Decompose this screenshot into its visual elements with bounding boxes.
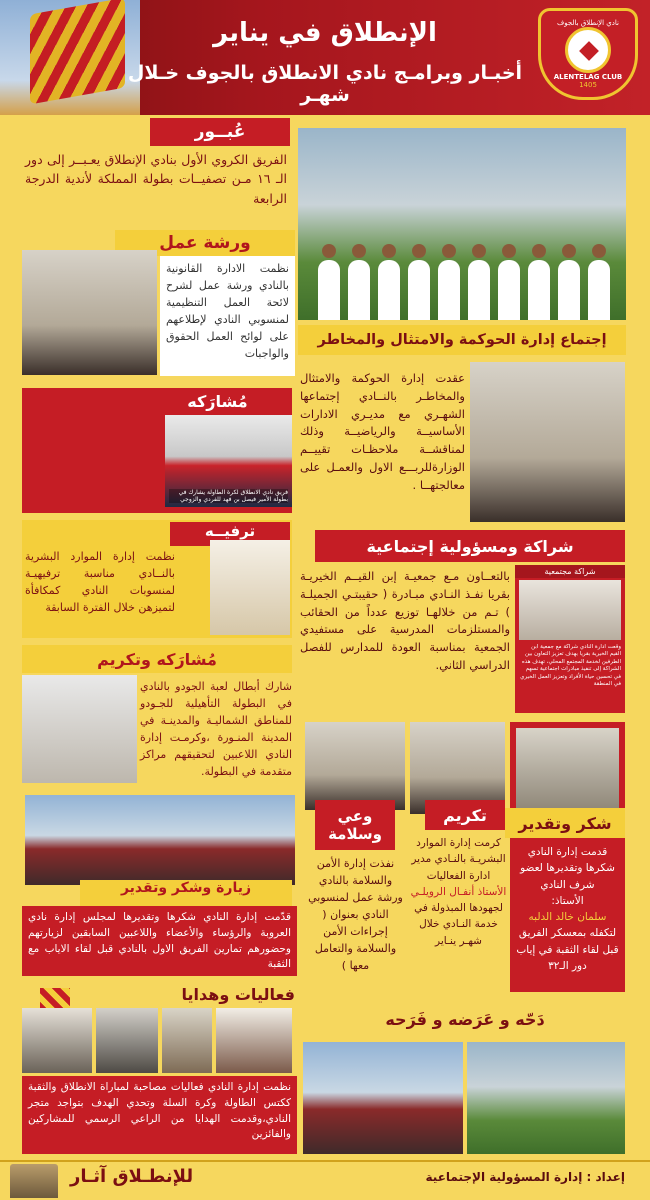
events-text: نظمت إدارة النادي فعاليات مصاحبة لمباراة الانطلاق والثقبة ككتس الطاولة وكرة السلة وتحدي الهدف بتواجد متجر النادي،وقدمت الهدايا من الراعي الرسمي للمشاركين والفائزين <box>28 1081 291 1141</box>
thanks-panel <box>510 722 625 992</box>
partnership-card-header: شراكة مجتمعية <box>515 565 625 578</box>
events-title: فعاليات وهدايا <box>181 985 295 1004</box>
thanks-person-name: سلمان خالد الدلبه <box>528 911 607 924</box>
judo-text: شارك أبطال لعبة الجودو بالنادي في البطولة التأهيلية للجـودو للمناطق الشماليـة والمدينـة في المدينة المنـورة ،وكرمـت إدارة النادي اللاعبين لتحقيقهم مراكز متقدمة في البطولة. <box>140 680 292 779</box>
events-panel <box>22 1076 297 1154</box>
governance-text: عقدت إدارة الحوكمة والامتثال والمخاطـر بالنــادي إجتماعها الشهـري مع مديـري الادارات الأساسيــة والرياضيــة وذلك لمناقشــة ملاحظـات تقييــم الوزارةللربـــع الاول والعمـل على معالجتهــا . <box>300 371 465 492</box>
awareness-title-line2: وسلامة <box>328 825 382 843</box>
events-photo-4 <box>216 1008 292 1073</box>
events-decor-icon <box>40 988 70 1010</box>
logo-arabic-name: نادي الإنطلاق بالجوف <box>557 19 619 27</box>
visit-title: زيارة وشكر وتقدير <box>80 880 292 906</box>
team-photo <box>298 128 626 320</box>
awareness-text: نفذت إدارة الأمن والسلامة بالنادي ورشة عمل لمنسوبي النادي بعنوان ( إجراءات الأمن والسلامة والتعامل معها ) <box>308 857 403 973</box>
partnership-text: بالتعــاون مـع جمعيـة إبن القيــم الخيريـة بقريا نفـذ النـادي مبـادرة ( حقيبتـي الجميلـة ) تـم من خلالهـا توزيع عدداً من الحقائب والمستلزمات المدرسية على مستفيدي الجمعية بمناسبة العودة للمدارس للفصل الدراسي الثاني. <box>300 569 510 673</box>
dahha-title: دَحّه و عَرَضه و فَرَحه <box>385 1010 545 1029</box>
dahha-photo-2 <box>467 1042 625 1154</box>
honoring-person-name: الأستاذ أنفـال الرويلـي <box>410 885 507 898</box>
football-icon <box>565 27 611 73</box>
governance-photo <box>470 362 625 522</box>
footer-brand: للإنطـلاق آثـار <box>70 1166 194 1187</box>
events-photo-3 <box>162 1008 212 1073</box>
honoring-text-intro: كرمت إدارة الموارد البشريـة بالنـادي مدير ادارة الفعاليات <box>411 837 506 882</box>
visit-photo <box>25 795 295 885</box>
workshop-text: نظمت الادارة القانونية بالنادي ورشة عمل لشرح لائحة العمل التنظيمية لمنسوبي النادي لإطلاعهم على لوائح العمل الحقوق والواجبات <box>166 262 289 361</box>
judo-photo <box>22 675 137 783</box>
logo-year: 1405 <box>579 81 597 89</box>
workshop-title: ورشة عمل <box>115 230 295 256</box>
thanks-text-intro: قدمت إدارة النادي شكرها وتقديرها لعضو شرف النادي <box>520 846 615 891</box>
events-photo-2 <box>96 1008 158 1073</box>
workshop-photo <box>22 250 157 375</box>
participation-photo-caption: فريق نادي الانطلاق لكرة الطاولة يشارك في بطولة الأمير فيصل بن فهد للفردي والزوجي <box>169 489 288 503</box>
dahha-photo-1 <box>303 1042 463 1154</box>
partnership-title: شراكة ومسؤولية إجتماعية <box>315 530 625 562</box>
governance-title: إجتماع إدارة الحوكمة والامتثال والمخاطر <box>298 325 626 355</box>
thanks-title: شكر وتقدير <box>505 808 625 838</box>
entertainment-title: ترفيــه <box>170 522 290 546</box>
entertainment-text: نظمت إدارة الموارد البشرية بالنــادي مناسبة ترفيهيـة لمنسوبات النادي كمكافأة لتميزهن خلال الفترة السابقة <box>25 550 175 615</box>
participation-photo <box>165 415 292 507</box>
obour-title: عُبــور <box>150 118 290 146</box>
awareness-title-line1: وعي <box>337 807 373 825</box>
judo-title: مُشارَكه وتكريم <box>22 645 292 673</box>
thanks-text <box>510 816 625 974</box>
awareness-title <box>315 800 395 850</box>
participation-title: مُشارَكه <box>187 392 248 411</box>
honoring-title: تكريم <box>425 800 505 830</box>
partnership-card-text: وقعت ادارة النادي شراكة مع جمعية ابن القيم الخيرية بقريا بهدف تعزيز التعاون بين الطرفين لخدمة المجتمع المحلي، تهدف هذه الشراكة إلى تنفيذ مبادرات اجتماعية تسهم في تحسين حياة الأفراد وتعزيز العمل الخيري في المنطقة <box>520 644 621 688</box>
entertainment-photo <box>210 540 290 635</box>
header-banner <box>0 0 650 115</box>
events-photo-1 <box>22 1008 92 1073</box>
partnership-card <box>515 565 625 713</box>
obour-text: الفريق الكروي الأول بنادي الإنطلاق يعـبــر إلى دور الـ ١٦ مـن تصفيــات بطولة المملكة لأندية الدرجة الرابعة <box>25 152 287 206</box>
page-title: الإنطلاق في يناير <box>213 18 437 48</box>
visit-text: قدّمت إدارة النادي شكرها وتقديرها لمجلس إدارة نادي العروبة والرؤساء والأعضاء واللاعبين السابقين لزيارتهم وحضورهم تمارين الفريق الاول بالنادي قبل لقاء الاياب مع الثقبة <box>28 911 291 971</box>
partnership-card-photo <box>519 580 621 640</box>
footer-prepared-by: إعداد : إدارة المسؤولية الإجتماعية <box>425 1170 625 1184</box>
footer <box>0 1160 650 1200</box>
workshop-text-panel <box>160 256 295 376</box>
thanks-photo <box>516 728 619 810</box>
logo-english-name: ALENTELAG CLUB <box>553 73 623 81</box>
awareness-photo <box>305 722 405 810</box>
footer-heritage-icon <box>10 1164 58 1198</box>
club-flag-image <box>30 0 125 104</box>
honoring-text-outro: لجهودها المبذولة في خدمة النـادي خلال شهـر ينـاير <box>414 902 503 947</box>
thanks-text-outro: لتكفله بمعسكر الفريق قبل لقاء الثقبة في إياب دور الـ٣٢ <box>516 927 619 972</box>
page-subtitle: أخبـار وبرامـج نادي الانطلاق بالجوف خـلال شهـر <box>127 62 523 106</box>
thanks-teacher-label: الأستاذ: <box>551 894 584 907</box>
visit-panel <box>22 906 297 976</box>
honoring-text <box>410 835 507 949</box>
club-logo <box>538 8 638 100</box>
